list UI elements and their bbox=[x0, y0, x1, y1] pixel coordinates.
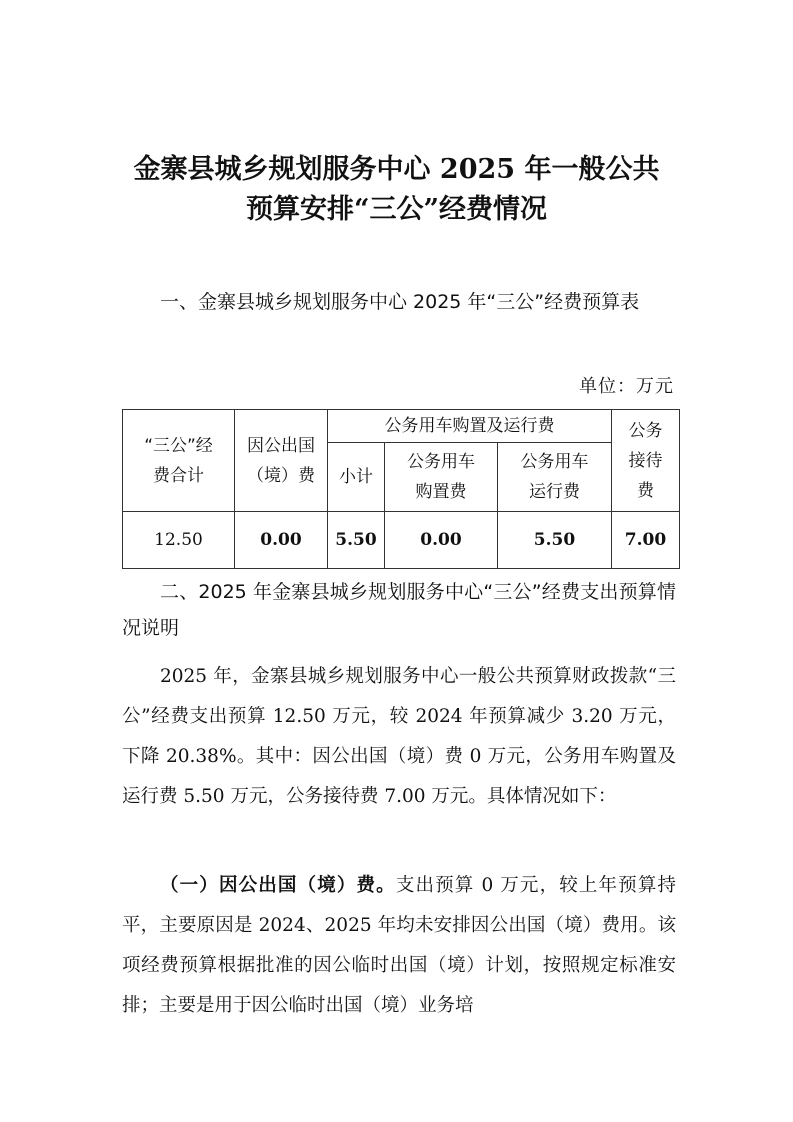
value-purchase: 0.00 bbox=[385, 512, 498, 569]
value-subtotal: 5.50 bbox=[328, 512, 385, 569]
header-abroad: 因公出国（境）费 bbox=[235, 410, 328, 512]
section-1-heading: 一、金寨县城乡规划服务中心 2025 年“三公”经费预算表 bbox=[160, 291, 640, 313]
paragraph-2 bbox=[122, 866, 676, 1026]
value-abroad: 0.00 bbox=[235, 512, 328, 569]
paragraph-2-body: 支出预算 0 万元，较上年预算持平，主要原因是 2024、2025 年均未安排因公出国（境）费用。该项经费预算根据批准的因公临时出国（境）计划，按照规定标准安排；主要是用于因公临时出国（境）业务培 bbox=[122, 875, 676, 1016]
header-subtotal: 小计 bbox=[328, 443, 385, 512]
table-header-row-1 bbox=[123, 410, 680, 443]
unit-label: 单位：万元 bbox=[579, 376, 674, 397]
header-purchase: 公务用车购置费 bbox=[385, 443, 498, 512]
header-reception: 公务接待费 bbox=[612, 410, 680, 512]
value-reception: 7.00 bbox=[612, 512, 680, 569]
header-operation: 公务用车运行费 bbox=[498, 443, 612, 512]
table-row bbox=[123, 512, 680, 569]
value-total: 12.50 bbox=[123, 512, 235, 569]
header-vehicle-group: 公务用车购置及运行费 bbox=[328, 410, 612, 443]
document-title-line-1: 金寨县城乡规划服务中心 2025 年一般公共 bbox=[133, 154, 660, 185]
paragraph-2-lead: （一）因公出国（境）费。 bbox=[160, 875, 396, 896]
three-public-budget-table bbox=[122, 409, 680, 569]
header-total: “三公”经费合计 bbox=[123, 410, 235, 512]
section-2-heading: 二、2025 年金寨县城乡规划服务中心“三公”经费支出预算情况说明 bbox=[122, 581, 676, 639]
document-title-line-2: 预算安排“三公”经费情况 bbox=[245, 194, 548, 225]
value-operation: 5.50 bbox=[498, 512, 612, 569]
paragraph-1: 2025 年，金寨县城乡规划服务中心一般公共预算财政拨款“三公”经费支出预算 12.50 万元，较 2024 年预算减少 3.20 万元，下降 20.38%。其中：因公出国（境）费 0 万元，公务用车购置及运行费 5.50 万元，公务接待费 7.00 万元。具体情况如下： bbox=[122, 666, 676, 807]
